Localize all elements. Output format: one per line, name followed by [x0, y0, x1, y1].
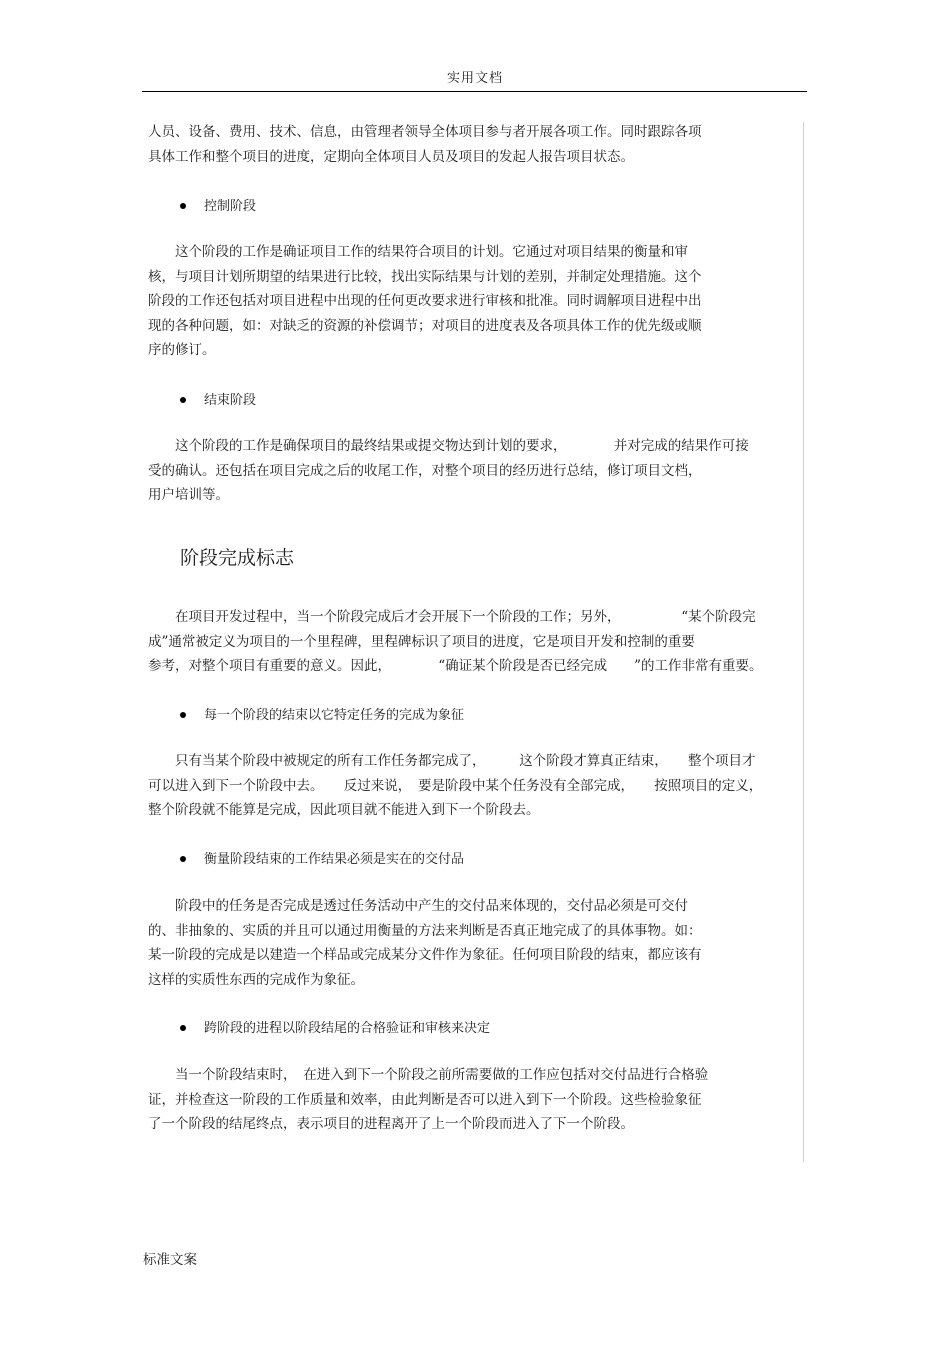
- bullet-phase-review: [180, 1019, 490, 1039]
- bullet-label: 结束阶段: [204, 393, 257, 408]
- text-line: 序的修订。: [148, 342, 216, 358]
- text-line: 在项目开发过程中，当一个阶段完成后才会开展下一个阶段的工作；另外， “某个阶段完: [148, 609, 756, 625]
- text-line: 阶段中的任务是否完成是透过任务活动中产生的交付品来体现的，交付品必须是可交付: [148, 898, 688, 914]
- bullet-task-completion: [180, 706, 464, 726]
- section-intro-paragraph: [148, 605, 793, 679]
- text-line: 证，并检查这一阶段的工作质量和效率，由此判断是否可以进入到下一个阶段。这些检验象征: [148, 1091, 702, 1108]
- bullet-dot-icon: [180, 397, 186, 403]
- text-line: 人员、设备、费用、技术、信息，由管理者领导全体项目参与者开展各项工作。同时跟踪各项: [148, 124, 702, 140]
- page-header-title: 实用文档: [446, 71, 503, 86]
- closing-paragraph: [148, 434, 793, 508]
- bullet-dot-icon: [180, 856, 186, 862]
- header-divider: [142, 91, 807, 92]
- bullet-dot-icon: [180, 1025, 186, 1031]
- bullet-label: 衡量阶段结束的工作结果必须是实在的交付品: [204, 852, 465, 867]
- section-heading: 阶段完成标志: [180, 547, 295, 569]
- bullet-label: 跨阶段的进程以阶段结尾的合格验证和审核来决定: [204, 1021, 491, 1036]
- task-completion-paragraph: [148, 749, 793, 823]
- intro-paragraph: [148, 120, 793, 169]
- text-line: 用户培训等。: [148, 487, 229, 503]
- bullet-label: 控制阶段: [204, 199, 257, 214]
- bullet-dot-icon: [180, 712, 186, 718]
- bullet-closing-phase: [180, 391, 256, 411]
- text-line: 这个阶段的工作是确证项目工作的结果符合项目的计划。它通过对项目结果的衡量和审: [148, 244, 688, 260]
- text-line: 受的确认。还包括在项目完成之后的收尾工作，对整个项目的经历进行总结，修订项目文档，: [148, 462, 702, 479]
- text-line: 现的各种问题，如：对缺乏的资源的补偿调节；对项目的进度表及各项具体工作的优先级或顺: [148, 317, 702, 334]
- text-line: 核，与项目计划所期望的结果进行比较，找出实际结果与计划的差别，并制定处理措施。这个: [148, 268, 702, 285]
- control-paragraph: [148, 240, 793, 363]
- deliverables-paragraph: [148, 894, 793, 992]
- text-line: 这样的实质性东西的完成作为象征。: [148, 971, 364, 988]
- text-line: 参考，对整个项目有重要的意义。因此， “确证某个阶段是否已经完成 ”的工作非常有重要。: [148, 658, 763, 674]
- text-line: 当一个阶段结束时， 在进入到下一个阶段之前所需要做的工作应包括对交付品进行合格验: [148, 1067, 709, 1083]
- bullet-deliverables: [180, 850, 464, 870]
- text-line: 整个阶段就不能算是完成，因此项目就不能进入到下一个阶段去。: [148, 802, 540, 818]
- text-line: 这个阶段的工作是确保项目的最终结果或提交物达到计划的要求， 并对完成的结果作可接: [148, 438, 749, 454]
- text-line: 的、非抽象的、实质的并且可以通过用衡量的方法来判断是否真正地完成了的具体事物。如：: [148, 922, 702, 939]
- bullet-dot-icon: [180, 203, 186, 209]
- text-line: 具体工作和整个项目的进度，定期向全体项目人员及项目的发起人报告项目状态。: [148, 148, 634, 165]
- text-line: 了一个阶段的结尾终点，表示项目的进程离开了上一个阶段而进入了下一个阶段。: [148, 1116, 634, 1132]
- bullet-control-phase: [180, 197, 256, 217]
- text-line: 成”通常被定义为项目的一个里程碑，里程碑标识了项目的进度，它是项目开发和控制的重要: [148, 633, 695, 650]
- text-line: 阶段的工作还包括对项目进程中出现的任何更改要求进行审核和批准。同时调解项目进程中出: [148, 293, 702, 309]
- phase-review-paragraph: [148, 1063, 793, 1137]
- text-line: 可以进入到下一个阶段中去。 反过来说， 要是阶段中某个任务没有全部完成， 按照项目的定义，: [148, 777, 763, 794]
- page-footer-text: 标准文案: [143, 1252, 197, 1268]
- bullet-label: 每一个阶段的结束以它特定任务的完成为象征: [204, 708, 465, 723]
- text-line: 某一阶段的完成是以建造一个样品或完成某分文件作为象征。任何项目阶段的结束，都应该有: [148, 947, 702, 963]
- text-line: 只有当某个阶段中被规定的所有工作任务都完成了， 这个阶段才算真正结束， 整个项目才: [148, 753, 756, 769]
- right-margin-rule: [803, 122, 804, 1162]
